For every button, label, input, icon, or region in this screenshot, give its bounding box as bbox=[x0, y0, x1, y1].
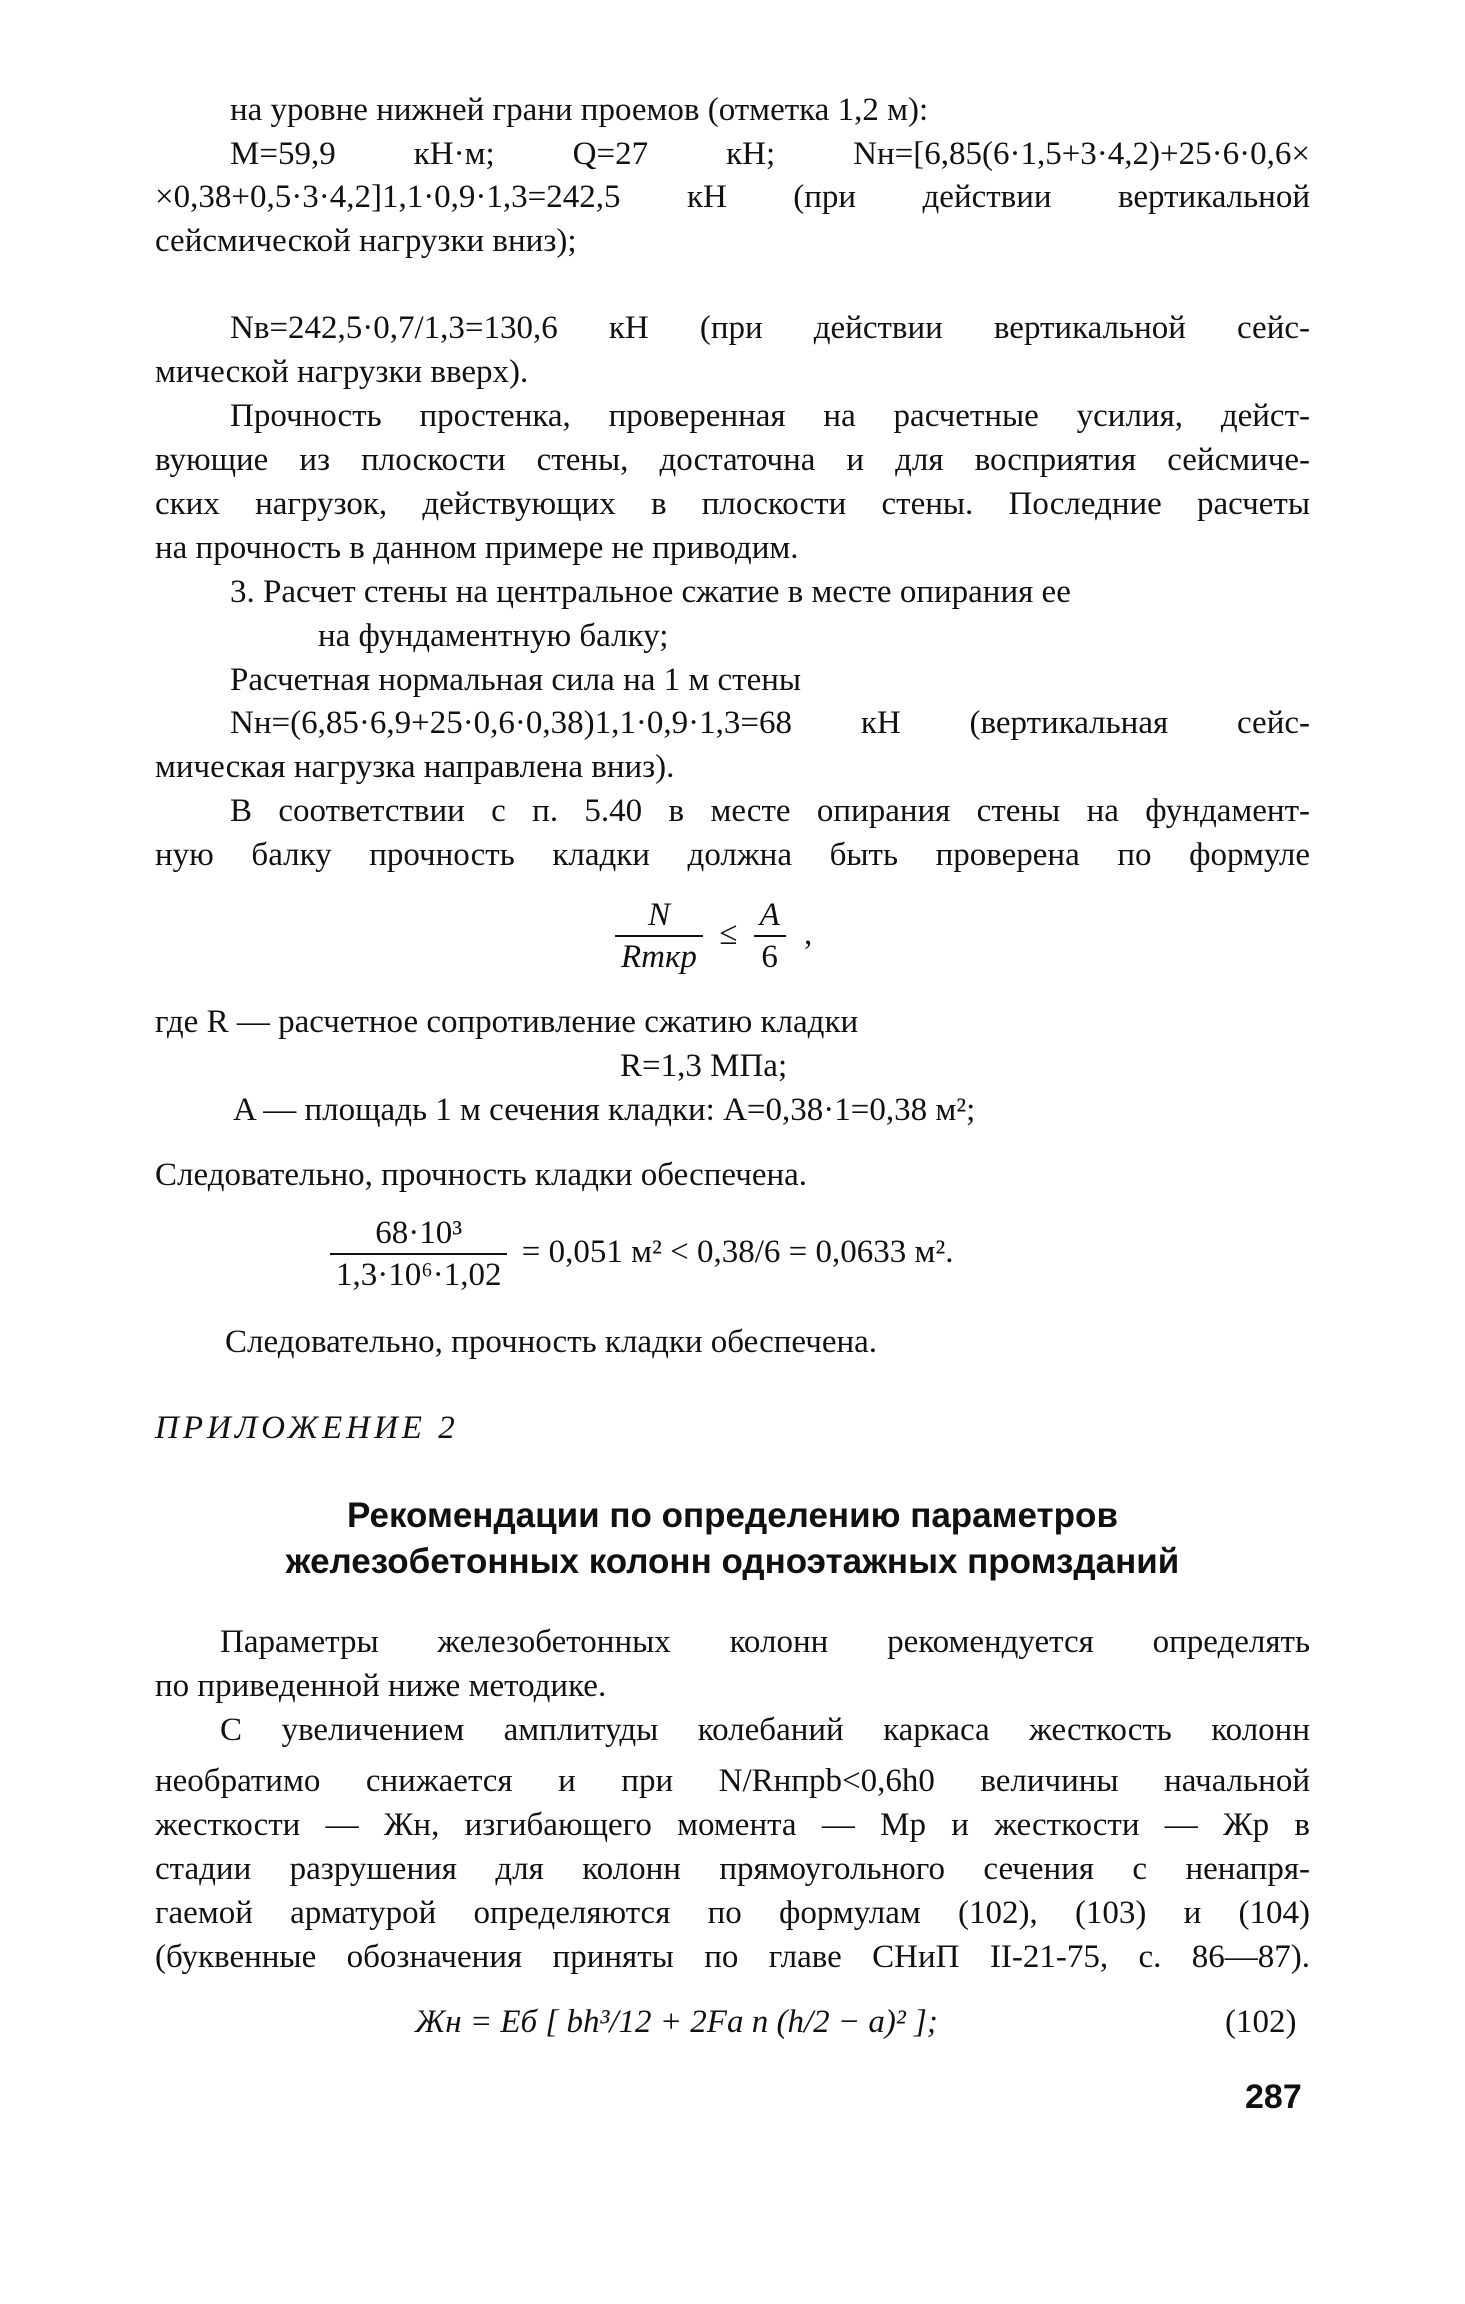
text-line: ×0,38+0,5·3·4,2]1,1·0,9·1,3=242,5 кН (при действии вертикальной bbox=[155, 179, 1310, 215]
text-line: стадии разрушения для колонн прямоугольного сечения с ненапря- bbox=[155, 1851, 1310, 1887]
appendix-label: ПРИЛОЖЕНИЕ 2 bbox=[155, 1410, 459, 1446]
text-line: мической нагрузки вверх). bbox=[155, 354, 529, 390]
text-line: где R — расчетное сопротивление сжатию кладки bbox=[155, 1004, 859, 1040]
section-heading-line: железобетонных колонн одноэтажных промзданий bbox=[285, 1542, 1180, 1581]
text-line: С увеличением амплитуды колебаний каркаса жесткость колонн bbox=[220, 1712, 1310, 1748]
text-line: Nн=(6,85·6,9+25·0,6·0,38)1,1·0,9·1,3=68 кН (вертикальная сейс- bbox=[230, 705, 1310, 741]
text-line: 3. Расчет стены на центральное сжатие в месте опирания ее bbox=[230, 574, 1071, 610]
formula-stiffness: Жн = Eб [ bh³/12 + 2Fа n (h/2 − a)² ]; bbox=[415, 2004, 938, 2040]
text-line: необратимо снижается и при N/Rнпрb<0,6h0 величины начальной bbox=[155, 1763, 1310, 1799]
text-line: Следовательно, прочность кладки обеспечена. bbox=[155, 1157, 808, 1193]
text-line: A — площадь 1 м сечения кладки: A=0,38·1=0,38 м²; bbox=[233, 1092, 976, 1128]
formula-check: $\frac{\text{68·10³}}{\text{1,3·10⁶·1,02}}$ = 0,051 м² < 0,38/6 = 0,0633 м². bbox=[330, 1213, 954, 1295]
section-heading-line: Рекомендации по определению параметров bbox=[347, 1496, 1118, 1535]
text-line: на фундаментную балку; bbox=[318, 618, 669, 654]
text-line: вующие из плоскости стены, достаточна и для восприятия сейсмиче- bbox=[155, 442, 1310, 478]
text-line: сейсмической нагрузки вниз); bbox=[155, 223, 577, 259]
formula-ratio: $\frac{N}{\text{Rmкр}}$ ≤ $\frac{A}{6}$ , bbox=[615, 895, 812, 977]
page-number: 287 bbox=[1245, 2078, 1302, 2116]
text-line: на уровне нижней грани проемов (отметка 1,2 м): bbox=[230, 92, 929, 128]
text-line: Расчетная нормальная сила на 1 м стены bbox=[230, 662, 802, 698]
text-line: Параметры железобетонных колонн рекомендуется определять bbox=[220, 1624, 1310, 1660]
text-line: ских нагрузок, действующих в плоскости стены. Последние расчеты bbox=[155, 486, 1310, 522]
text-line: на прочность в данном примере не приводим. bbox=[155, 530, 799, 566]
text-line: по приведенной ниже методике. bbox=[155, 1668, 607, 1704]
text-line: ную балку прочность кладки должна быть проверена по формуле bbox=[155, 837, 1310, 873]
text-line: Прочность простенка, проверенная на расчетные усилия, дейст- bbox=[230, 398, 1310, 434]
text-line: мическая нагрузка направлена вниз). bbox=[155, 749, 675, 785]
text-line: жесткости — Жн, изгибающего момента — Mр и жесткости — Жр в bbox=[155, 1807, 1310, 1843]
text-line: (буквенные обозначения приняты по главе СНиП II-21-75, с. 86—87). bbox=[155, 1939, 1310, 1975]
text-line: R=1,3 МПа; bbox=[620, 1048, 788, 1084]
equation-number: (102) bbox=[1225, 2004, 1297, 2040]
text-line: Следовательно, прочность кладки обеспечена. bbox=[225, 1324, 878, 1360]
text-line: M=59,9 кН·м; Q=27 кН; Nн=[6,85(6·1,5+3·4,2)+25·6·0,6× bbox=[230, 136, 1310, 172]
text-line: Nв=242,5·0,7/1,3=130,6 кН (при действии вертикальной сейс- bbox=[230, 310, 1310, 346]
text-line: В соответствии с п. 5.40 в месте опирания стены на фундамент- bbox=[230, 793, 1310, 829]
text-line: гаемой арматурой определяются по формулам (102), (103) и (104) bbox=[155, 1895, 1310, 1931]
